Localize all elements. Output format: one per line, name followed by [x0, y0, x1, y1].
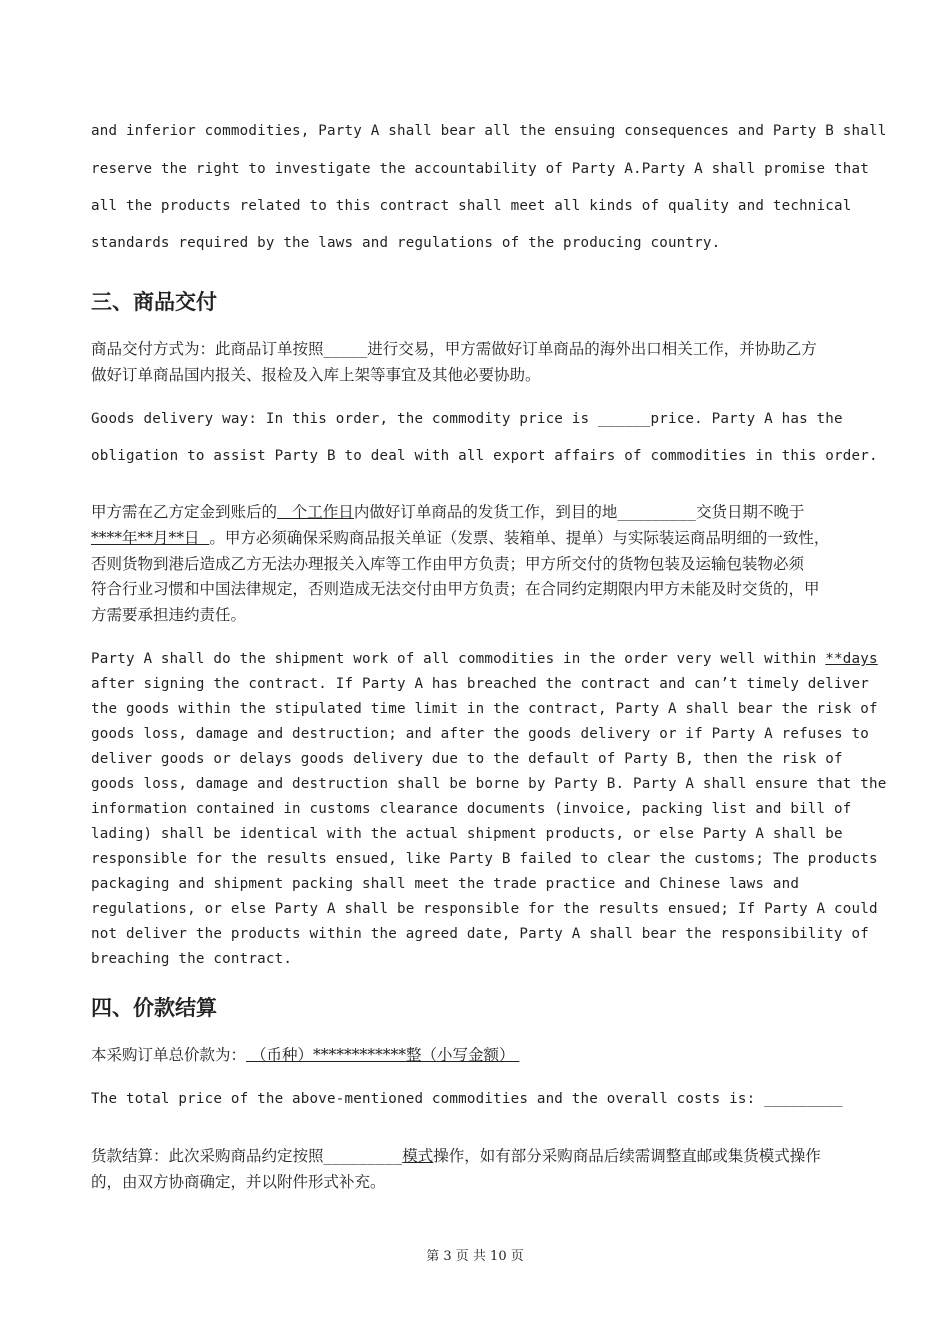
paragraph-line: 商品交付方式为：此商品订单按照_____进行交易，甲方需做好订单商品的海外出口相关工作，并协助乙方: [91, 340, 817, 358]
paragraph-line: reserve the right to investigate the accountability of Party A.Party A shall promise that: [91, 161, 870, 177]
paragraph-line: 否则货物到港后造成乙方无法办理报关入库等工作由甲方负责；甲方所交付的货物包装及运输包装物必须: [91, 555, 805, 573]
paragraph-line: lading) shall be identical with the actual shipment products, or else Party A shall be: [91, 826, 843, 842]
paragraph-line: breaching the contract.: [91, 951, 293, 967]
paragraph-line: not deliver the products within the agreed date, Party A shall bear the responsibility of: [91, 926, 870, 942]
underlined-field: 个工作日: [277, 503, 354, 521]
underlined-date: ****年**月**日: [91, 529, 210, 547]
section-heading-delivery: 三、商品交付: [91, 290, 217, 314]
underlined-field: 模式: [402, 1147, 434, 1165]
paragraph-line: and inferior commodities, Party A shall bear all the ensuing consequences and Party B shall: [91, 123, 887, 139]
paragraph-line: regulations, or else Party A shall be responsible for the results ensued; If Party A could: [91, 901, 878, 917]
blank-field: _____: [323, 342, 368, 358]
paragraph-line: 做好订单商品国内报关、报检及入库上架等事宜及其他必要协助。: [91, 366, 541, 384]
paragraph-line: 甲方需在乙方定金到账后的 个工作日内做好订单商品的发货工作，到目的地_________交货日期不晚于: [91, 503, 805, 521]
paragraph-line: packaging and shipment packing shall meet the trade practice and Chinese laws and: [91, 876, 800, 892]
paragraph-line: 的，由双方协商确定，并以附件形式补充。: [91, 1173, 386, 1191]
paragraph-line: responsible for the results ensued, like Party B failed to clear the customs; The products: [91, 851, 878, 867]
paragraph-line: Goods delivery way: In this order, the commodity price is ______price. Party A has the: [91, 411, 843, 427]
paragraph-line: 本采购订单总价款为： （币种）************整（小写金额）: [91, 1046, 520, 1064]
page-number-footer: 第 3 页 共 10 页: [426, 1249, 524, 1264]
paragraph-line: 方需要承担违约责任。: [91, 606, 247, 624]
paragraph-line: all the products related to this contract shall meet all kinds of quality and technical: [91, 198, 852, 214]
paragraph-line: 货款结算：此次采购商品约定按照_________模式操作，如有部分采购商品后续需调整直邮或集货模式操作: [91, 1147, 821, 1165]
paragraph-line: ****年**月**日 。甲方必须确保采购商品报关单证（发票、装箱单、提单）与实际装运商品明细的一致性，: [91, 529, 830, 547]
paragraph-line: deliver goods or delays goods delivery due to the default of Party B, then the risk of: [91, 751, 843, 767]
blank-field: _________: [323, 1149, 403, 1165]
paragraph-line: goods loss, damage and destruction; and after the goods delivery or if Party A refuses to: [91, 726, 870, 742]
paragraph-line: The total price of the above-mentioned commodities and the overall costs is: _________: [91, 1091, 843, 1107]
paragraph-line: after signing the contract. If Party A has breached the contract and can’t timely deliver: [91, 676, 870, 692]
paragraph-line: goods loss, damage and destruction shall be borne by Party B. Party A shall ensure that the: [91, 776, 887, 792]
paragraph-line: the goods within the stipulated time limit in the contract, Party A shall bear the risk of: [91, 701, 878, 717]
section-heading-payment: 四、价款结算: [91, 996, 217, 1020]
paragraph-line: information contained in customs clearance documents (invoice, packing list and bill of: [91, 801, 852, 817]
paragraph-line: 符合行业习惯和中国法律规定，否则造成无法交付由甲方负责；在合同约定期限内甲方未能及时交货的，甲: [91, 580, 820, 598]
blank-field: _________: [617, 505, 697, 521]
underlined-amount: （币种）************整（小写金额）: [246, 1046, 520, 1064]
paragraph-line: Party A shall do the shipment work of all commodities in the order very well within **days: [91, 651, 878, 667]
blank-field: _________: [764, 1091, 843, 1107]
paragraph-line: obligation to assist Party B to deal with all export affairs of commodities in this order.: [91, 448, 878, 464]
underlined-field: **days: [825, 651, 878, 667]
blank-field: ______: [598, 411, 651, 427]
paragraph-line: standards required by the laws and regulations of the producing country.: [91, 235, 721, 251]
